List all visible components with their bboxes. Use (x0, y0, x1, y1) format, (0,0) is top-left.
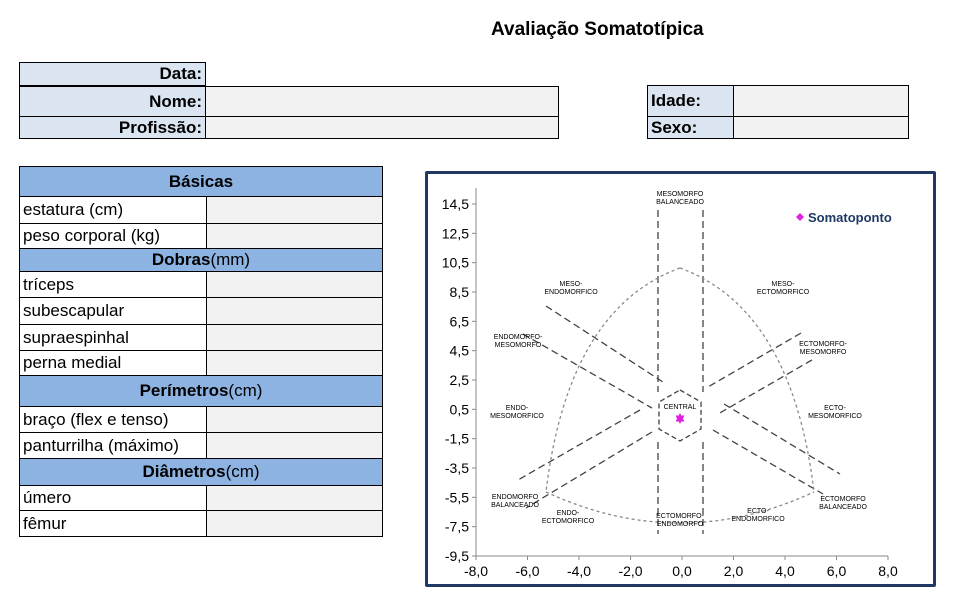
row-peso: peso corporal (kg) (20, 224, 382, 249)
supraespinhal-input[interactable] (207, 325, 382, 350)
estatura-input[interactable] (207, 197, 382, 223)
row-estatura: estatura (cm) (20, 197, 382, 224)
region-label-endo-meso2: ENDO-MESOMORFICO (490, 405, 544, 420)
somatochart (425, 171, 936, 587)
sexo-label: Sexo: (647, 116, 734, 139)
data-field[interactable] (205, 62, 559, 86)
umero-input[interactable] (207, 486, 382, 510)
somatochart-boundary (546, 268, 814, 523)
legend-label: Somatoponto (808, 210, 892, 225)
region-label-ecto-meso: ECTOMORFO-MESOMORFO (799, 341, 847, 356)
y-tick-label: 8,5 (449, 284, 469, 300)
y-tick-label: -5,5 (444, 489, 469, 506)
y-tick-label: 14,5 (441, 196, 469, 212)
data-label: Data: (19, 62, 206, 86)
measurement-table (19, 166, 383, 537)
y-axis (442, 196, 476, 564)
x-tick-label: -2,0 (618, 563, 643, 579)
x-tick-label: -6,0 (515, 563, 540, 579)
y-tick-label: -9,5 (444, 548, 469, 564)
region-label-central: CENTRAL (663, 404, 697, 411)
region-label-ecto-meso2: ECTO-MESOMORFICO (808, 405, 862, 420)
region-label-endo-bal: ENDOMORFO BALANCEADO (491, 494, 539, 509)
y-tick-label: 4,5 (449, 342, 469, 359)
somatochart-svg (428, 174, 933, 584)
somatochart-grid (518, 210, 840, 534)
panturrilha-input[interactable] (207, 433, 382, 458)
region-label-meso-endo: MESO-ENDOMORFICO (544, 281, 598, 296)
row-perna: perna medial (20, 351, 382, 376)
region-label-meso-bal: MESOMORFO BALANCEADO (656, 191, 704, 206)
nome-label: Nome: (19, 86, 206, 117)
x-tick-label: 2,0 (723, 563, 744, 579)
triceps-input[interactable] (207, 272, 382, 297)
region-label-meso-ecto: MESO-ECTOMORFICO (756, 281, 810, 296)
peso-input[interactable] (207, 224, 382, 248)
region-label-ecto-endo2: ECTO-ENDOMORFICO (731, 508, 785, 523)
x-axis (464, 556, 898, 579)
y-tick-label: 0,5 (449, 401, 469, 418)
braco-input[interactable] (207, 407, 382, 432)
sexo-field[interactable] (733, 116, 909, 139)
region-label-endo-ecto: ENDO-ECTOMORFICO (541, 510, 595, 525)
x-tick-label: 0,0 (672, 563, 692, 579)
y-tick-label: -7,5 (444, 518, 469, 535)
page-title: Avaliação Somatotípica (491, 19, 704, 40)
y-tick-label: 10,5 (441, 254, 469, 271)
section-dobras: Dobras (mm) (20, 249, 382, 272)
idade-label: Idade: (647, 85, 734, 117)
section-basicas: Básicas (20, 167, 382, 197)
profissao-label: Profissão: (19, 116, 206, 139)
legend-marker-icon (796, 213, 804, 221)
region-labels (490, 191, 867, 528)
legend (796, 210, 892, 225)
row-triceps: tríceps (20, 272, 382, 298)
subescapular-input[interactable] (207, 298, 382, 324)
y-tick-label: 2,5 (449, 372, 469, 388)
y-tick-label: -1,5 (444, 430, 469, 447)
nome-field[interactable] (205, 86, 559, 117)
somatopoints (676, 413, 685, 424)
profissao-field[interactable] (205, 116, 559, 139)
x-tick-label: -4,0 (566, 563, 592, 579)
x-tick-label: 6,0 (826, 563, 847, 579)
x-tick-label: 4,0 (775, 563, 795, 579)
section-diametros: Diâmetros (cm) (20, 459, 382, 486)
idade-field[interactable] (733, 85, 909, 117)
y-tick-label: 6,5 (449, 313, 469, 330)
section-perimetros: Perímetros (cm) (20, 376, 382, 407)
x-tick-label: -8,0 (463, 563, 489, 579)
perna-input[interactable] (207, 351, 382, 375)
y-tick-label: -3,5 (444, 460, 469, 476)
region-label-ecto-bal: ECTOMORFO BALANCEADO (819, 496, 867, 511)
y-tick-label: 12,5 (441, 225, 469, 242)
row-supraespinhal: supraespinhal (20, 325, 382, 351)
region-label-ecto-endo: ECTOMORFO-ENDOMORFO (656, 513, 704, 528)
region-label-endo-meso: ENDOMORFO-MESOMORFO (493, 334, 543, 349)
row-panturrilha: panturrilha (máximo) (20, 433, 382, 459)
row-umero: úmero (20, 486, 382, 511)
x-tick-label: 8,0 (878, 563, 898, 579)
row-braco: braço (flex e tenso) (20, 407, 382, 433)
row-femur: fêmur (20, 511, 382, 536)
femur-input[interactable] (207, 511, 382, 536)
row-subescapular: subescapular (20, 298, 382, 325)
